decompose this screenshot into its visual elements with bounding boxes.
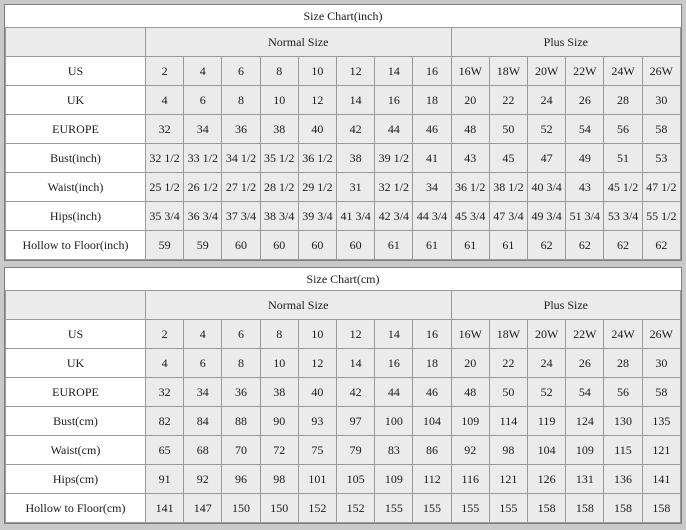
table-row (6, 494, 681, 523)
table-cell: 32 (146, 115, 184, 144)
table-cell: 91 (146, 465, 184, 494)
table-cell: 62 (604, 231, 642, 260)
table-cell: 62 (642, 231, 680, 260)
table-cell: 31 (337, 173, 375, 202)
table-cell: 40 3/4 (528, 173, 566, 202)
table-cell: 158 (528, 494, 566, 523)
table-cell: 88 (222, 407, 260, 436)
chart-title-row (6, 268, 681, 291)
table-cell: 32 (146, 378, 184, 407)
table-cell: 22 (489, 86, 527, 115)
table-cell: 26 (566, 349, 604, 378)
table-cell: 14 (375, 57, 413, 86)
table-cell: 56 (604, 115, 642, 144)
table-cell: 92 (451, 436, 489, 465)
table-cell: 12 (337, 57, 375, 86)
table-cell: 10 (298, 57, 336, 86)
table-cell: 22W (566, 320, 604, 349)
table-cell: 54 (566, 378, 604, 407)
table-cell: 40 (298, 378, 336, 407)
table-cell: 152 (298, 494, 336, 523)
table-cell: 8 (222, 86, 260, 115)
table-cell: 104 (413, 407, 451, 436)
table-cell: 18 (413, 349, 451, 378)
table-cell: 42 3/4 (375, 202, 413, 231)
table-row (6, 465, 681, 494)
table-cell: 40 (298, 115, 336, 144)
table-cell: 121 (489, 465, 527, 494)
table-cell: 16 (375, 86, 413, 115)
group-header: Plus Size (451, 291, 680, 320)
group-header-row (6, 291, 681, 320)
table-cell: 59 (146, 231, 184, 260)
table-row (6, 173, 681, 202)
table-cell: 92 (184, 465, 222, 494)
table-cell: 62 (528, 231, 566, 260)
table-cell: 16 (375, 349, 413, 378)
table-row (6, 231, 681, 260)
group-header: Plus Size (451, 28, 680, 57)
table-cell: 98 (489, 436, 527, 465)
table-cell: 97 (337, 407, 375, 436)
table-cell: 53 (642, 144, 680, 173)
table-cell: 79 (337, 436, 375, 465)
table-cell: 46 (413, 378, 451, 407)
table-cell: 56 (604, 378, 642, 407)
table-row (6, 407, 681, 436)
table-cell: 28 1/2 (260, 173, 298, 202)
table-cell: 6 (184, 86, 222, 115)
table-cell: 52 (528, 378, 566, 407)
table-cell: 38 (260, 378, 298, 407)
table-cell: 43 (451, 144, 489, 173)
table-cell: 30 (642, 86, 680, 115)
size-chart-inch-table (5, 5, 681, 260)
table-cell: 6 (184, 349, 222, 378)
table-cell: 24 (528, 86, 566, 115)
table-cell: 39 3/4 (298, 202, 336, 231)
table-cell: 150 (222, 494, 260, 523)
table-cell: 60 (298, 231, 336, 260)
table-cell: 8 (260, 57, 298, 86)
table-cell: 24 (528, 349, 566, 378)
table-cell: 86 (413, 436, 451, 465)
table-cell: 30 (642, 349, 680, 378)
table-cell: 6 (222, 57, 260, 86)
table-cell: 14 (337, 349, 375, 378)
table-cell: 47 (528, 144, 566, 173)
table-cell: 32 1/2 (375, 173, 413, 202)
table-cell: 48 (451, 378, 489, 407)
row-label: UK (6, 86, 146, 115)
table-cell: 65 (146, 436, 184, 465)
table-cell: 20W (528, 320, 566, 349)
table-cell: 61 (375, 231, 413, 260)
table-cell: 90 (260, 407, 298, 436)
table-cell: 124 (566, 407, 604, 436)
table-cell: 41 3/4 (337, 202, 375, 231)
table-cell: 20W (528, 57, 566, 86)
table-cell: 61 (451, 231, 489, 260)
table-cell: 39 1/2 (375, 144, 413, 173)
table-cell: 121 (642, 436, 680, 465)
row-label: UK (6, 349, 146, 378)
table-cell: 60 (260, 231, 298, 260)
size-chart-inch-body (6, 5, 681, 260)
table-cell: 4 (184, 57, 222, 86)
table-cell: 34 1/2 (222, 144, 260, 173)
table-cell: 14 (337, 86, 375, 115)
table-cell: 34 (184, 378, 222, 407)
table-cell: 26W (642, 320, 680, 349)
table-cell: 155 (451, 494, 489, 523)
table-cell: 46 (413, 115, 451, 144)
table-cell: 38 (260, 115, 298, 144)
table-cell: 47 3/4 (489, 202, 527, 231)
table-row (6, 349, 681, 378)
table-cell: 60 (222, 231, 260, 260)
table-cell: 8 (222, 349, 260, 378)
table-cell: 4 (146, 349, 184, 378)
table-row (6, 436, 681, 465)
table-cell: 112 (413, 465, 451, 494)
table-cell: 155 (489, 494, 527, 523)
table-cell: 105 (337, 465, 375, 494)
table-cell: 8 (260, 320, 298, 349)
table-row (6, 378, 681, 407)
table-cell: 20 (451, 349, 489, 378)
table-cell: 141 (642, 465, 680, 494)
group-header-row (6, 28, 681, 57)
table-cell: 45 (489, 144, 527, 173)
table-cell: 101 (298, 465, 336, 494)
table-cell: 61 (489, 231, 527, 260)
table-cell: 135 (642, 407, 680, 436)
table-cell: 27 1/2 (222, 173, 260, 202)
table-cell: 10 (260, 349, 298, 378)
table-cell: 33 1/2 (184, 144, 222, 173)
table-cell: 58 (642, 378, 680, 407)
table-cell: 136 (604, 465, 642, 494)
table-row (6, 144, 681, 173)
table-cell: 114 (489, 407, 527, 436)
table-cell: 36 (222, 378, 260, 407)
size-chart-cm-table (5, 268, 681, 523)
table-cell: 70 (222, 436, 260, 465)
table-cell: 68 (184, 436, 222, 465)
table-cell: 51 3/4 (566, 202, 604, 231)
table-cell: 130 (604, 407, 642, 436)
table-cell: 109 (566, 436, 604, 465)
table-cell: 100 (375, 407, 413, 436)
table-cell: 44 (375, 378, 413, 407)
table-cell: 51 (604, 144, 642, 173)
table-cell: 109 (375, 465, 413, 494)
row-label: Bust(inch) (6, 144, 146, 173)
row-label: Waist(cm) (6, 436, 146, 465)
table-cell: 60 (337, 231, 375, 260)
chart-title: Size Chart(inch) (6, 5, 681, 28)
table-cell: 38 1/2 (489, 173, 527, 202)
table-cell: 61 (413, 231, 451, 260)
table-cell: 16 (413, 57, 451, 86)
table-cell: 98 (260, 465, 298, 494)
table-cell: 41 (413, 144, 451, 173)
table-cell: 12 (298, 349, 336, 378)
table-cell: 152 (337, 494, 375, 523)
table-cell: 42 (337, 378, 375, 407)
table-cell: 49 3/4 (528, 202, 566, 231)
row-label: US (6, 320, 146, 349)
table-cell: 43 (566, 173, 604, 202)
table-cell: 158 (604, 494, 642, 523)
row-label: Hips(inch) (6, 202, 146, 231)
group-header: Normal Size (146, 28, 452, 57)
table-cell: 26 1/2 (184, 173, 222, 202)
size-chart-inch (4, 4, 682, 261)
table-cell: 48 (451, 115, 489, 144)
table-cell: 147 (184, 494, 222, 523)
table-cell: 2 (146, 57, 184, 86)
table-cell: 18 (413, 86, 451, 115)
table-cell: 16W (451, 320, 489, 349)
table-cell: 14 (375, 320, 413, 349)
table-cell: 158 (642, 494, 680, 523)
table-cell: 36 1/2 (451, 173, 489, 202)
row-label: Hollow to Floor(cm) (6, 494, 146, 523)
table-cell: 126 (528, 465, 566, 494)
table-cell: 18W (489, 57, 527, 86)
table-cell: 10 (298, 320, 336, 349)
group-header-blank (6, 291, 146, 320)
table-cell: 35 1/2 (260, 144, 298, 173)
table-cell: 75 (298, 436, 336, 465)
row-label: Hips(cm) (6, 465, 146, 494)
table-cell: 155 (413, 494, 451, 523)
table-cell: 116 (451, 465, 489, 494)
table-row (6, 115, 681, 144)
table-row (6, 202, 681, 231)
table-cell: 22 (489, 349, 527, 378)
table-cell: 83 (375, 436, 413, 465)
table-cell: 16 (413, 320, 451, 349)
table-cell: 44 3/4 (413, 202, 451, 231)
table-cell: 29 1/2 (298, 173, 336, 202)
table-cell: 155 (375, 494, 413, 523)
table-cell: 32 1/2 (146, 144, 184, 173)
table-row (6, 86, 681, 115)
row-label: EUROPE (6, 115, 146, 144)
table-cell: 59 (184, 231, 222, 260)
table-cell: 93 (298, 407, 336, 436)
table-cell: 45 3/4 (451, 202, 489, 231)
row-label: Hollow to Floor(inch) (6, 231, 146, 260)
table-cell: 45 1/2 (604, 173, 642, 202)
table-cell: 35 3/4 (146, 202, 184, 231)
table-cell: 28 (604, 349, 642, 378)
table-cell: 26W (642, 57, 680, 86)
chart-title-row (6, 5, 681, 28)
table-cell: 158 (566, 494, 604, 523)
table-cell: 16W (451, 57, 489, 86)
table-cell: 115 (604, 436, 642, 465)
table-cell: 24W (604, 57, 642, 86)
table-cell: 25 1/2 (146, 173, 184, 202)
group-header-blank (6, 28, 146, 57)
table-cell: 6 (222, 320, 260, 349)
table-cell: 34 (184, 115, 222, 144)
table-row (6, 320, 681, 349)
table-cell: 52 (528, 115, 566, 144)
table-cell: 4 (146, 86, 184, 115)
table-cell: 47 1/2 (642, 173, 680, 202)
table-cell: 12 (337, 320, 375, 349)
row-label: EUROPE (6, 378, 146, 407)
table-cell: 131 (566, 465, 604, 494)
table-cell: 50 (489, 378, 527, 407)
table-cell: 26 (566, 86, 604, 115)
size-chart-cm-body (6, 268, 681, 523)
size-chart-cm (4, 267, 682, 524)
group-header: Normal Size (146, 291, 452, 320)
table-cell: 28 (604, 86, 642, 115)
table-cell: 36 (222, 115, 260, 144)
table-cell: 24W (604, 320, 642, 349)
table-cell: 119 (528, 407, 566, 436)
table-cell: 50 (489, 115, 527, 144)
table-cell: 104 (528, 436, 566, 465)
table-cell: 4 (184, 320, 222, 349)
table-cell: 18W (489, 320, 527, 349)
table-cell: 42 (337, 115, 375, 144)
table-cell: 72 (260, 436, 298, 465)
table-cell: 55 1/2 (642, 202, 680, 231)
chart-title: Size Chart(cm) (6, 268, 681, 291)
table-cell: 150 (260, 494, 298, 523)
table-cell: 36 3/4 (184, 202, 222, 231)
table-cell: 36 1/2 (298, 144, 336, 173)
table-cell: 53 3/4 (604, 202, 642, 231)
table-cell: 34 (413, 173, 451, 202)
table-cell: 49 (566, 144, 604, 173)
table-cell: 12 (298, 86, 336, 115)
table-cell: 37 3/4 (222, 202, 260, 231)
table-cell: 54 (566, 115, 604, 144)
table-cell: 20 (451, 86, 489, 115)
table-cell: 44 (375, 115, 413, 144)
table-cell: 22W (566, 57, 604, 86)
row-label: Waist(inch) (6, 173, 146, 202)
row-label: Bust(cm) (6, 407, 146, 436)
table-row (6, 57, 681, 86)
row-label: US (6, 57, 146, 86)
table-cell: 2 (146, 320, 184, 349)
table-cell: 38 (337, 144, 375, 173)
table-cell: 109 (451, 407, 489, 436)
table-cell: 82 (146, 407, 184, 436)
table-cell: 84 (184, 407, 222, 436)
table-cell: 62 (566, 231, 604, 260)
table-cell: 96 (222, 465, 260, 494)
table-cell: 58 (642, 115, 680, 144)
table-cell: 141 (146, 494, 184, 523)
table-cell: 38 3/4 (260, 202, 298, 231)
table-cell: 10 (260, 86, 298, 115)
